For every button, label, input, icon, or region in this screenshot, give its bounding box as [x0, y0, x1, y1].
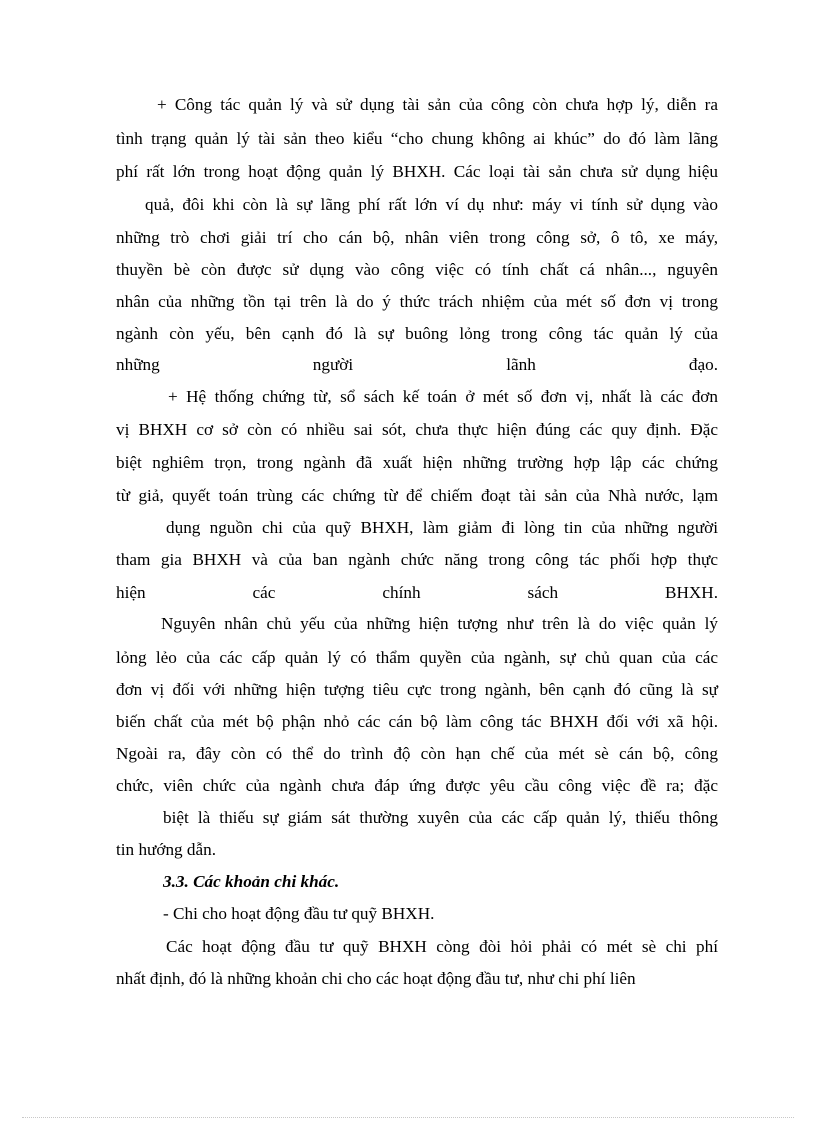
text-line: phí rất lớn trong hoạt động quản lý BHXH. Các loại tài sản chưa sử dụng hiệu	[116, 162, 718, 181]
text-line: + Hệ thống chứng từ, sổ sách kế toán ở mét số đơn vị, nhất là các đơn	[168, 387, 718, 406]
text-line: những người lãnh đạo.	[116, 355, 718, 374]
text-line: lỏng lẻo của các cấp quản lý có thẩm quyền của ngành, sự chủ quan của các	[116, 648, 718, 667]
text-line: hiện các chính sách BHXH.	[116, 583, 718, 602]
text-line: chức, viên chức của ngành chưa đáp ứng được yêu cầu công việc đề ra; đặc	[116, 776, 718, 795]
text-line: ngành còn yếu, bên cạnh đó là sự buông lỏng trong công tác quản lý của	[116, 324, 718, 343]
section-heading: 3.3. Các khoản chi khác.	[163, 872, 340, 891]
text-line: từ giả, quyết toán trùng các chứng từ để chiếm đoạt tài sản của Nhà nước, lạm	[116, 486, 718, 505]
text-line: biệt nghiêm trọn, trong ngành đã xuất hiện những trường hợp lập các chứng	[116, 453, 718, 472]
page-bottom-divider	[22, 1117, 794, 1118]
text-line: Các hoạt động đầu tư quỹ BHXH còng đòi hỏi phải có mét sè chi phí	[166, 937, 718, 956]
text-line: + Công tác quản lý và sử dụng tài sản của công còn chưa hợp lý, diễn ra	[157, 95, 718, 114]
text-line: quả, đôi khi còn là sự lãng phí rất lớn ví dụ như: máy vi tính sử dụng vào	[145, 195, 718, 214]
text-line: - Chi cho hoạt động đầu tư quỹ BHXH.	[163, 904, 435, 923]
text-line: Nguyên nhân chủ yếu của những hiện tượng như trên là do việc quản lý	[161, 614, 718, 633]
text-line: biệt là thiếu sự giám sát thường xuyên của các cấp quản lý, thiếu thông	[163, 808, 718, 827]
text-line: đơn vị đối với những hiện tượng tiêu cực trong ngành, bên cạnh đó cũng là sự	[116, 680, 718, 699]
text-line: tình trạng quản lý tài sản theo kiểu “cho chung không ai khúc” do đó làm lãng	[116, 129, 718, 148]
text-line: dụng nguồn chi của quỹ BHXH, làm giảm đi lòng tin của những người	[166, 518, 718, 537]
text-line: tin hướng dẫn.	[116, 840, 217, 859]
text-line: những trò chơi giải trí cho cán bộ, nhân viên trong công sở, ô tô, xe máy,	[116, 228, 718, 247]
text-line: nhân của những tồn tại trên là do ý thức trách nhiệm của mét số đơn vị trong	[116, 292, 718, 311]
text-line: Ngoài ra, đây còn có thể do trình độ còn hạn chế của mét sè cán bộ, công	[116, 744, 718, 763]
text-line: vị BHXH cơ sở còn có nhiều sai sót, chưa thực hiện đúng các quy định. Đặc	[116, 420, 718, 439]
text-line: nhất định, đó là những khoản chi cho các hoạt động đầu tư, như chi phí liên	[116, 969, 636, 988]
text-line: biến chất của mét bộ phận nhỏ các cán bộ làm công tác BHXH đối với xã hội.	[116, 712, 718, 731]
text-line: thuyền bè còn được sử dụng vào công việc có tính chất cá nhân..., nguyên	[116, 260, 718, 279]
text-line: tham gia BHXH và của ban ngành chức năng trong công tác phối hợp thực	[116, 550, 718, 569]
